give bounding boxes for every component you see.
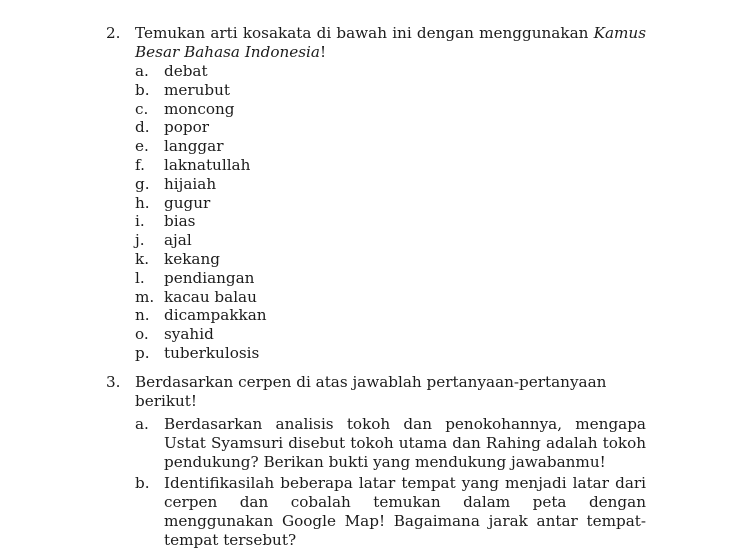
list-item-letter: n.: [135, 306, 150, 325]
list-item: [135, 81, 646, 100]
sub-question-a: [135, 415, 646, 472]
question-2-text-before: Temukan arti kosakata di bawah ini dengan menggunakan: [135, 24, 594, 42]
list-item-letter: c.: [135, 99, 149, 118]
question-3: [106, 373, 646, 552]
list-item-letter: m.: [135, 287, 155, 306]
list-item-letter: f.: [135, 155, 145, 174]
list-item-word: debat: [164, 62, 208, 80]
list-item-letter: b.: [135, 80, 150, 99]
list-item-word: hijaiah: [164, 174, 217, 193]
list-item: [135, 100, 646, 119]
list-item: [135, 212, 646, 231]
list-item-word: ajal: [164, 231, 192, 250]
list-item-letter: d.: [135, 118, 150, 137]
list-item-word: kekang: [164, 249, 220, 268]
vocabulary-list: [135, 62, 646, 363]
list-item-word: bias: [164, 212, 196, 231]
list-item: [135, 250, 646, 269]
question-2-text-after: !: [319, 43, 327, 61]
list-item-letter: p.: [135, 343, 150, 362]
list-item: [135, 137, 646, 156]
list-item-letter: j.: [135, 231, 145, 250]
list-item-letter: h.: [135, 193, 150, 212]
list-item: [135, 156, 646, 175]
question-2-text: [135, 24, 646, 62]
list-item-word: moncong: [164, 99, 235, 118]
sub-question-text: Berdasarkan analisis tokoh dan penokohannya, mengapa Ustat Syamsuri disebut tokoh utama dan Rahing adalah tokoh pendukung? Berikan bukti yang mendukung jawabanmu!: [164, 415, 646, 471]
list-item: [135, 269, 646, 288]
list-item: [135, 325, 646, 344]
list-item-word: gugur: [164, 193, 211, 212]
list-item-letter: l.: [135, 268, 145, 287]
list-item-word: kacau balau: [164, 287, 257, 306]
sub-question-letter: a.: [135, 415, 149, 433]
question-2-number: 2.: [106, 24, 121, 42]
list-item: [135, 231, 646, 250]
sub-question-text: Identifikasilah beberapa latar tempat yang menjadi latar dari cerpen dan cobalah temukan dalam peta dengan menggunakan Google Map! Bagaimana jarak antar tempat-tempat tersebut?: [164, 474, 646, 549]
list-item-word: langgar: [164, 137, 224, 156]
question-2-text-italic: Kamus Besar Bahasa Indonesia: [135, 24, 646, 61]
list-item-letter: k.: [135, 249, 150, 268]
list-item-letter: i.: [135, 212, 145, 231]
list-item-word: tuberkulosis: [164, 343, 260, 362]
list-item-letter: g.: [135, 174, 150, 193]
question-3-number: 3.: [106, 373, 121, 391]
list-item: [135, 288, 646, 307]
question-3-sublist: [135, 415, 646, 550]
question-2: [106, 24, 646, 363]
list-item-letter: o.: [135, 325, 149, 344]
list-item: [135, 306, 646, 325]
list-item: [135, 118, 646, 137]
list-item-word: dicampakkan: [164, 306, 267, 325]
list-item-word: merubut: [164, 80, 231, 99]
list-item-word: syahid: [164, 325, 214, 344]
question-3-text: Berdasarkan cerpen di atas jawablah pertanyaan-pertanyaan berikut!: [135, 373, 607, 410]
list-item-word: pendiangan: [164, 268, 255, 287]
sub-question-letter: b.: [135, 474, 150, 492]
list-item-word: laknatullah: [164, 155, 251, 174]
list-item-letter: e.: [135, 137, 149, 156]
list-item: [135, 344, 646, 363]
list-item: [135, 62, 646, 81]
list-item: [135, 194, 646, 213]
list-item-word: popor: [164, 118, 209, 137]
list-item: [135, 175, 646, 194]
sub-question-b: [135, 474, 646, 550]
list-item-letter: a.: [135, 62, 149, 80]
